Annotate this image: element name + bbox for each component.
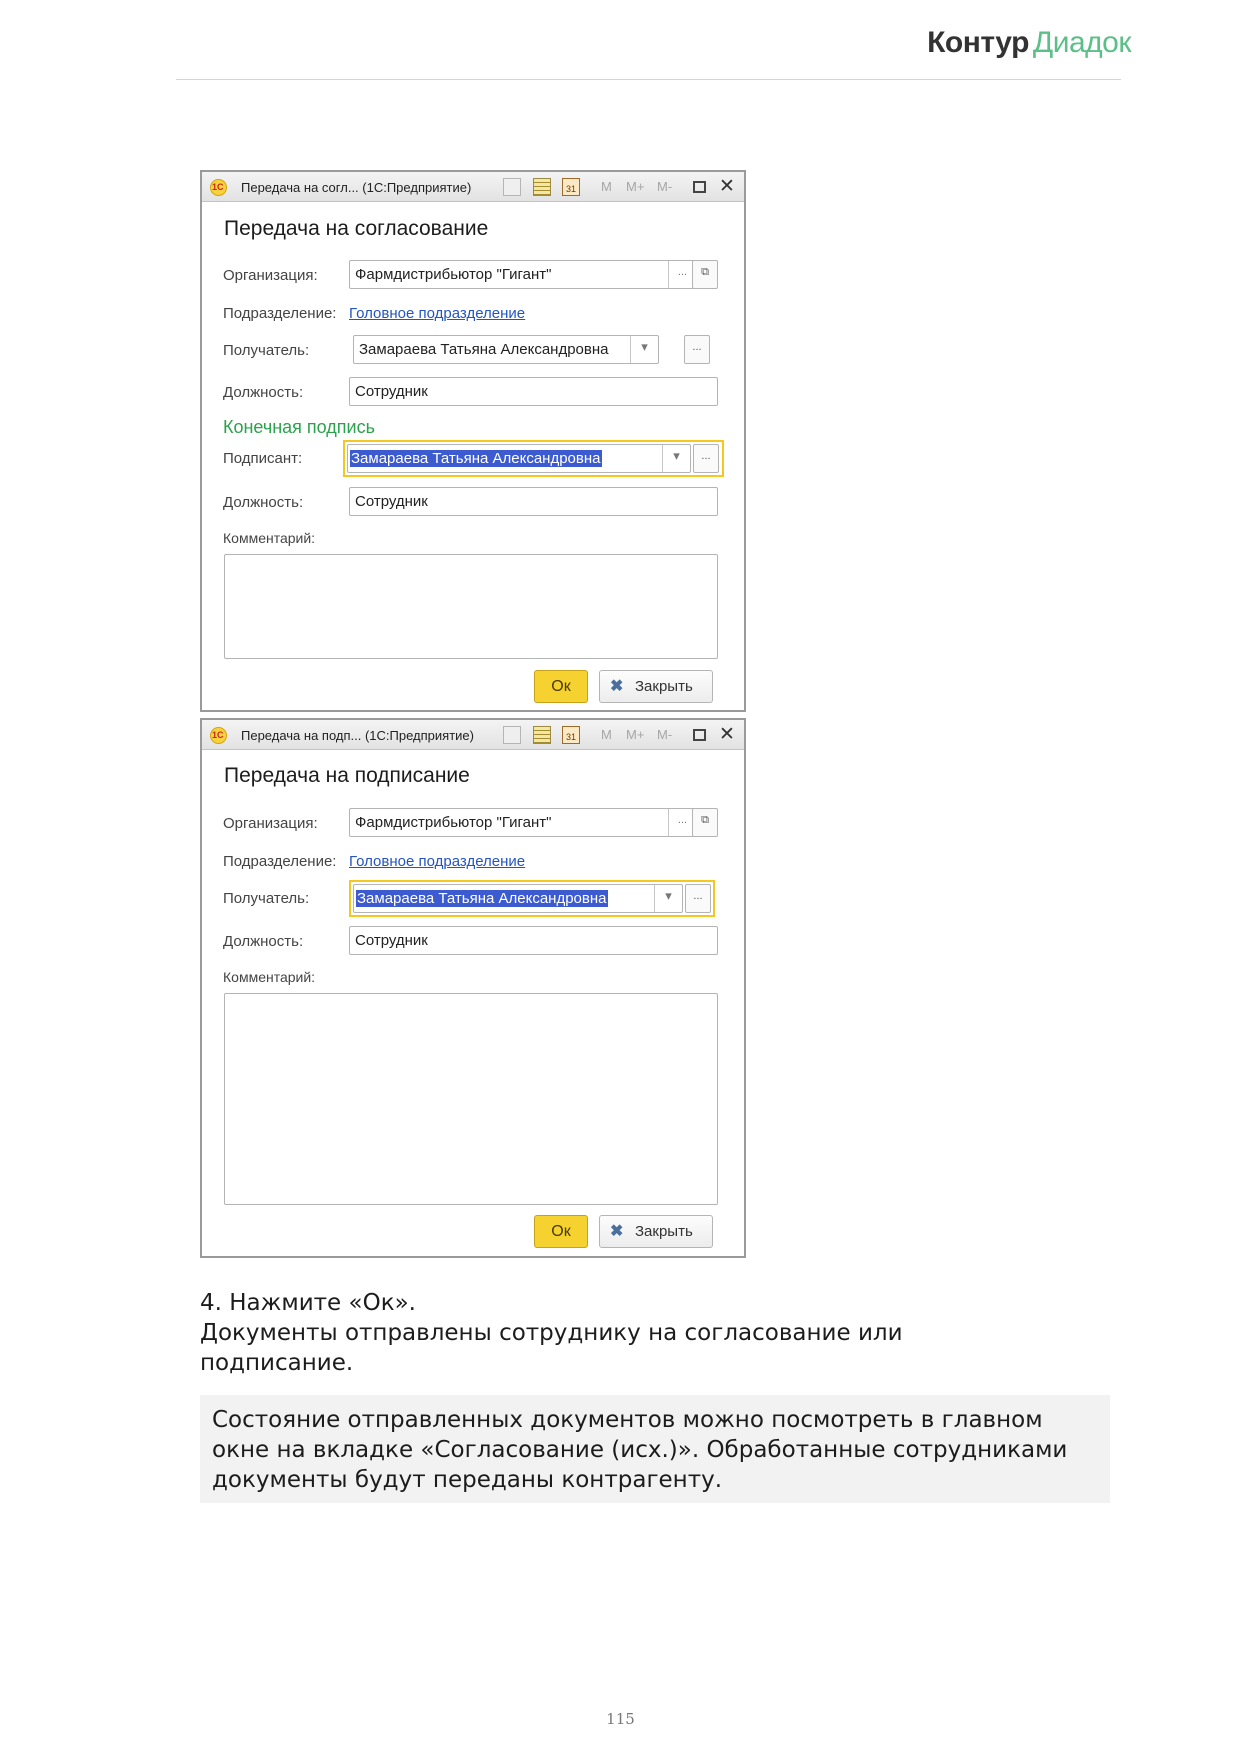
close-icon: ✖ — [610, 1223, 624, 1240]
position-label: Должность: — [223, 933, 304, 950]
info-note: Состояние отправленных документов можно посмотреть в главном окне на вкладке «Согласование (исх.)». Обработанные сотрудниками документы будут переданы контрагенту. — [200, 1395, 1110, 1503]
close-button-label: Закрыть — [635, 678, 693, 695]
memory-button[interactable]: M — [601, 179, 612, 194]
organization-field[interactable] — [349, 260, 697, 289]
step-line-1: 4. Нажмите «Ок». — [200, 1290, 416, 1316]
signer-position-value: Сотрудник — [355, 493, 428, 510]
chevron-down-icon[interactable]: ▾ — [630, 336, 658, 363]
memory-minus-button[interactable]: M- — [657, 727, 673, 742]
close-button[interactable] — [599, 1215, 713, 1248]
position-value: Сотрудник — [355, 383, 428, 400]
chevron-down-icon[interactable]: ▾ — [654, 885, 682, 912]
signer-position-label: Должность: — [223, 494, 304, 511]
open-icon[interactable]: ⧉ — [692, 260, 718, 289]
position-label: Должность: — [223, 384, 304, 401]
open-icon[interactable]: ⧉ — [692, 808, 718, 837]
signer-label: Подписант: — [223, 450, 303, 467]
window-titlebar — [202, 172, 744, 202]
signer-value: Замараева Татьяна Александровна — [351, 450, 601, 467]
position-field[interactable] — [349, 377, 718, 406]
org-select-dots-icon[interactable]: ... — [668, 809, 696, 836]
memory-plus-button[interactable]: M+ — [626, 179, 645, 194]
step-instructions — [200, 1288, 1040, 1378]
page-number: 115 — [606, 1710, 635, 1728]
brand-part-1: Контур — [927, 26, 1029, 59]
approval-window — [200, 170, 746, 712]
department-link[interactable]: Головное подразделение — [349, 305, 526, 322]
calculator-icon[interactable] — [533, 726, 551, 744]
recipient-field[interactable] — [353, 884, 683, 913]
department-label: Подразделение: — [223, 853, 337, 870]
document-icon[interactable] — [503, 726, 521, 744]
calculator-icon[interactable] — [533, 178, 551, 196]
calendar-icon[interactable]: 31 — [562, 726, 580, 744]
department-label: Подразделение: — [223, 305, 337, 322]
memory-plus-button[interactable]: M+ — [626, 727, 645, 742]
step-line-2: Документы отправлены сотруднику на согласование или подписание. — [200, 1320, 903, 1376]
recipient-value: Замараева Татьяна Александровна — [357, 890, 607, 907]
position-field[interactable] — [349, 926, 718, 955]
recipient-label: Получатель: — [223, 342, 310, 359]
organization-value: Фармдистрибьютор "Гигант" — [355, 814, 552, 831]
signing-window — [200, 718, 746, 1258]
close-icon: ✖ — [610, 678, 624, 695]
calendar-icon[interactable]: 31 — [562, 178, 580, 196]
form-title: Передача на подписание — [224, 764, 470, 787]
recipient-dots-icon[interactable]: ... — [684, 335, 710, 364]
comment-textarea[interactable] — [224, 993, 718, 1205]
organization-field[interactable] — [349, 808, 697, 837]
1c-logo-icon: 1С — [210, 727, 227, 744]
close-button[interactable] — [599, 670, 713, 703]
signer-position-field[interactable] — [349, 487, 718, 516]
department-link[interactable]: Головное подразделение — [349, 853, 526, 870]
signer-field[interactable] — [347, 444, 691, 473]
1c-logo-icon: 1С — [210, 179, 227, 196]
ok-button[interactable]: Ок — [534, 1215, 588, 1248]
brand-logo — [927, 26, 1131, 60]
organization-label: Организация: — [223, 815, 318, 832]
organization-label: Организация: — [223, 267, 318, 284]
window-title: Передача на подп... (1С:Предприятие) — [241, 728, 474, 743]
org-select-dots-icon[interactable]: ... — [668, 261, 696, 288]
maximize-icon[interactable] — [693, 181, 706, 193]
maximize-icon[interactable] — [693, 729, 706, 741]
document-icon[interactable] — [503, 178, 521, 196]
position-value: Сотрудник — [355, 932, 428, 949]
signer-dots-icon[interactable]: ... — [693, 444, 719, 473]
ok-button[interactable]: Ок — [534, 670, 588, 703]
organization-value: Фармдистрибьютор "Гигант" — [355, 266, 552, 283]
memory-button[interactable]: M — [601, 727, 612, 742]
comment-textarea[interactable] — [224, 554, 718, 659]
comment-label: Комментарий: — [223, 969, 316, 985]
window-title: Передача на согл... (1С:Предприятие) — [241, 180, 472, 195]
brand-part-2: Диадок — [1032, 26, 1131, 59]
close-button-label: Закрыть — [635, 1223, 693, 1240]
header-divider — [176, 79, 1121, 80]
recipient-field[interactable] — [353, 335, 659, 364]
recipient-value: Замараева Татьяна Александровна — [359, 341, 609, 358]
window-titlebar — [202, 720, 744, 750]
recipient-label: Получатель: — [223, 890, 310, 907]
final-signature-heading: Конечная подпись — [223, 417, 375, 437]
recipient-dots-icon[interactable]: ... — [685, 884, 711, 913]
form-title: Передача на согласование — [224, 217, 489, 240]
close-window-icon[interactable]: ✕ — [719, 724, 735, 745]
close-window-icon[interactable]: ✕ — [719, 176, 735, 197]
comment-label: Комментарий: — [223, 530, 316, 546]
memory-minus-button[interactable]: M- — [657, 179, 673, 194]
chevron-down-icon[interactable]: ▾ — [662, 445, 690, 472]
